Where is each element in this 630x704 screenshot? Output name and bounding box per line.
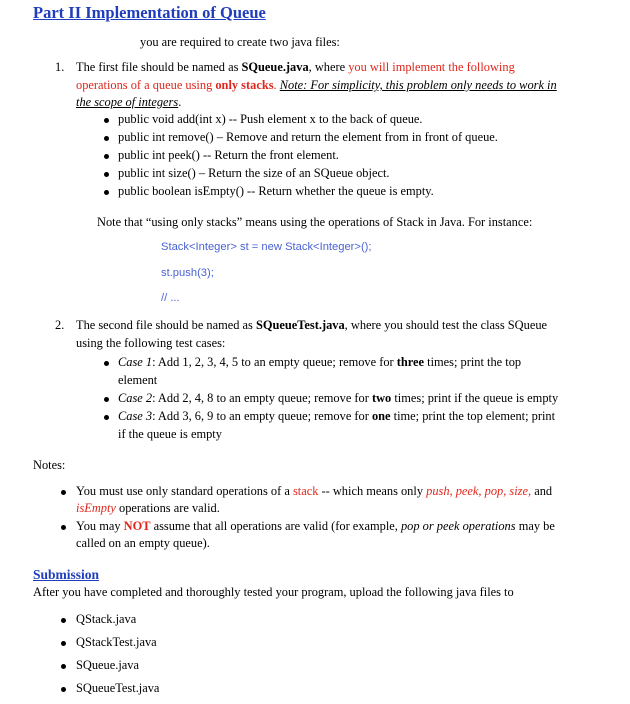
test-case: Case 2: Add 2, 4, 8 to an empty queue; remove for two times; print if the queue is empty: [118, 391, 559, 405]
test-case-cont: if the queue is empty: [118, 427, 222, 441]
test-case-cont: element: [118, 373, 158, 387]
bullet-icon: [104, 190, 109, 195]
bullet-icon: [104, 118, 109, 123]
bullet-icon: [104, 397, 109, 402]
note-1-line2: isEmpty operations are valid.: [76, 501, 220, 515]
code-line: // ...: [161, 292, 180, 304]
list-item: QStackTest.java: [76, 635, 157, 649]
bullet-icon: [104, 172, 109, 177]
intro-text: you are required to create two java files:: [140, 35, 340, 49]
item1-line3: the scope of integers.: [76, 95, 182, 109]
bullet-icon: [61, 525, 66, 530]
bullet-icon: [61, 641, 66, 646]
list-item: QStack.java: [76, 612, 137, 626]
code-line: Stack<Integer> st = new Stack<Integer>();: [161, 241, 372, 253]
bullet-icon: [61, 490, 66, 495]
submission-heading: Submission: [33, 567, 100, 582]
bullet-icon: [61, 687, 66, 692]
item-number-2: 2.: [55, 318, 65, 332]
test-case: Case 1: Add 1, 2, 3, 4, 5 to an empty queue; remove for three times; print the top: [118, 355, 522, 369]
list-item: SQueue.java: [76, 658, 139, 672]
item2-line2: using the following test cases:: [76, 336, 226, 350]
bullet-icon: [104, 136, 109, 141]
list-item: SQueueTest.java: [76, 681, 160, 695]
list-item: public int size() – Return the size of an SQueue object.: [118, 166, 390, 180]
list-item: public int peek() -- Return the front element.: [118, 148, 339, 162]
note-using-stacks: Note that “using only stacks” means using the operations of Stack in Java. For instance:: [97, 215, 533, 229]
bullet-icon: [104, 415, 109, 420]
bullet-icon: [61, 618, 66, 623]
list-item: public boolean isEmpty() -- Return whether the queue is empty.: [118, 184, 434, 198]
list-item: public int remove() – Remove and return the element from in front of queue.: [118, 130, 498, 144]
note-2-line2: called on an empty queue).: [76, 536, 210, 550]
notes-heading: Notes:: [33, 458, 66, 472]
page-title: Part II Implementation of Queue: [33, 3, 266, 22]
bullet-icon: [104, 361, 109, 366]
bullet-icon: [104, 154, 109, 159]
item-number-1: 1.: [55, 60, 65, 74]
submission-text: After you have completed and thoroughly tested your program, upload the following java files to: [33, 585, 514, 599]
note-2-line1: You may NOT assume that all operations are valid (for example, pop or peek operations may be: [76, 519, 555, 533]
item1-line1: The first file should be named as SQueue.java, where you will implement the following: [76, 60, 515, 74]
test-case: Case 3: Add 3, 6, 9 to an empty queue; remove for one time; print the top element; print: [118, 409, 556, 423]
item1-line2: operations of a queue using only stacks. Note: For simplicity, this problem only needs to work in: [76, 78, 557, 92]
code-line: st.push(3);: [161, 267, 214, 279]
bullet-icon: [61, 664, 66, 669]
note-1-line1: You must use only standard operations of a stack -- which means only push, peek, pop, size, and: [76, 484, 553, 498]
item2-line1: The second file should be named as SQueueTest.java, where you should test the class SQueue: [76, 318, 548, 332]
list-item: public void add(int x) -- Push element x to the back of queue.: [118, 112, 423, 126]
